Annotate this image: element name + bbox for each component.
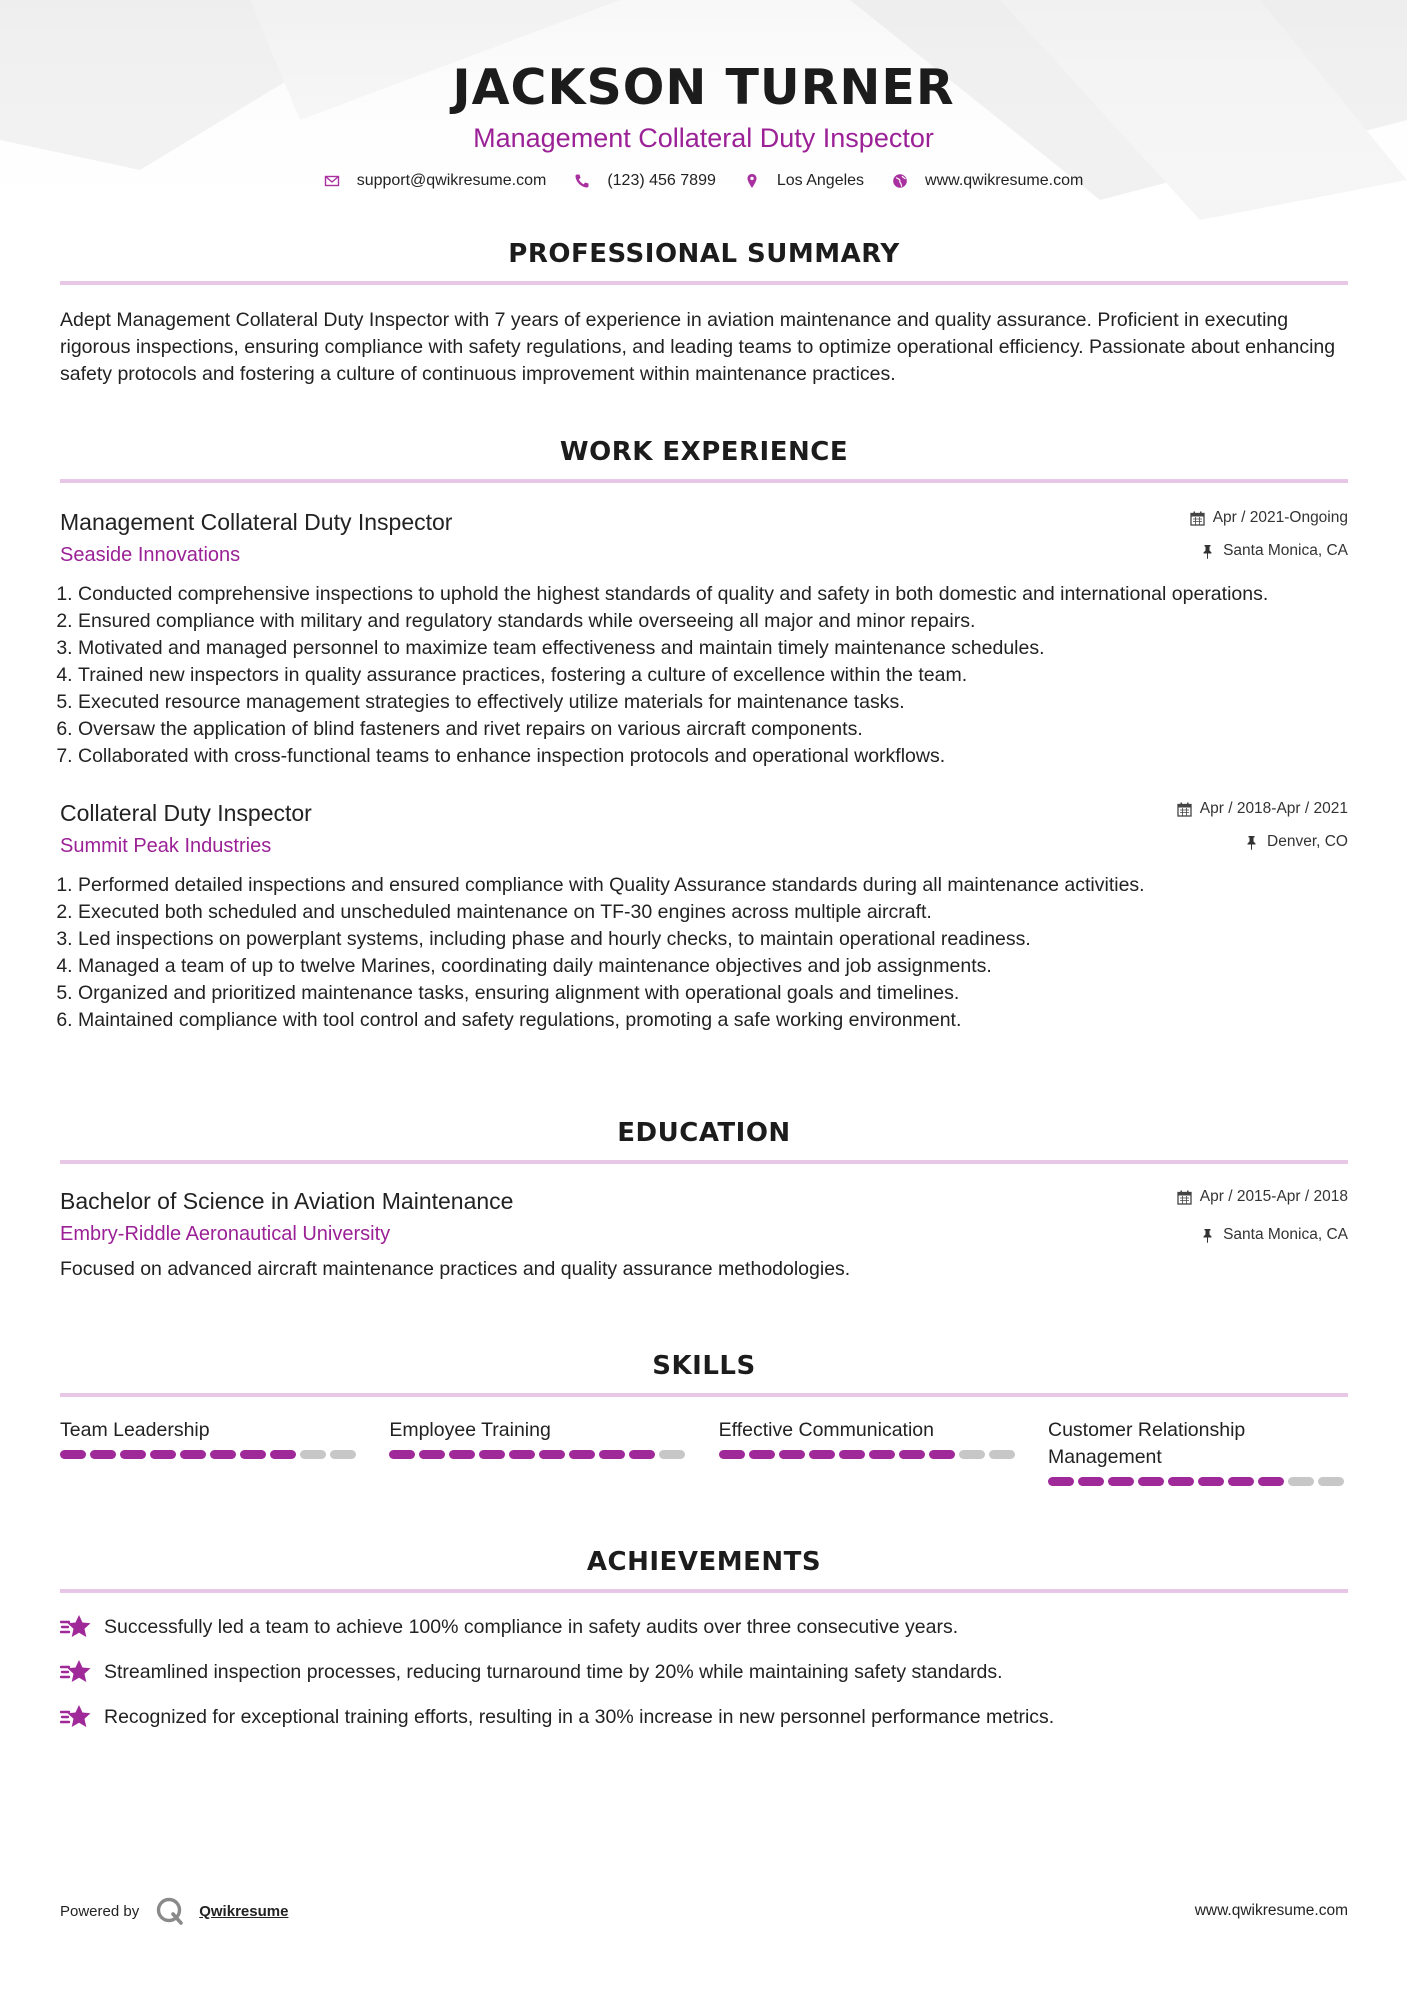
candidate-title: Management Collateral Duty Inspector [473, 123, 934, 153]
skill-dot-filled [569, 1450, 595, 1459]
footer-powered-by [60, 1896, 288, 1926]
skill-dot-empty [1318, 1477, 1344, 1486]
skill-dot-filled [1228, 1477, 1254, 1486]
skill-dot-filled [150, 1450, 176, 1459]
job-bullet: 7. Collaborated with cross-functional teams to enhance inspection protocols and operational workflows. [78, 743, 1348, 770]
candidate-name: JACKSON TURNER [452, 59, 955, 116]
job-meta [1177, 798, 1348, 853]
skill-dot-filled [90, 1450, 116, 1459]
achievement-item [60, 1658, 1348, 1686]
section-divider [60, 1589, 1348, 1593]
skills-heading: SKILLS [652, 1351, 756, 1381]
job-bullet: 5. Organized and prioritized maintenance tasks, ensuring alignment with operational goals and timelines. [78, 980, 1348, 1007]
pushpin-icon [1200, 544, 1215, 559]
education-dates [1177, 1186, 1348, 1208]
job-bullet: 3. Motivated and managed personnel to maximize team effectiveness and maintain timely maintenance schedules. [78, 635, 1348, 662]
job-location-text: Denver, CO [1267, 833, 1348, 850]
skill-item [719, 1417, 1019, 1486]
skill-dot-filled [1078, 1477, 1104, 1486]
skill-dot-filled [1138, 1477, 1164, 1486]
calendar-icon [1190, 511, 1205, 526]
section-divider [60, 1160, 1348, 1164]
contact-location-text: Los Angeles [776, 172, 865, 189]
job-bullets [60, 581, 1348, 770]
skill-rating [389, 1450, 689, 1459]
skill-dot-filled [599, 1450, 625, 1459]
summary-heading: PROFESSIONAL SUMMARY [508, 239, 900, 269]
section-divider [60, 479, 1348, 483]
education-meta [1177, 1186, 1348, 1246]
education-location [1177, 1224, 1348, 1246]
contact-website-text: www.qwikresume.com [925, 172, 1084, 189]
skill-name: Customer Relationship Management [1047, 1419, 1246, 1468]
job-bullet: 1. Conducted comprehensive inspections to uphold the highest standards of quality and safety in both domestic and international operations. [78, 581, 1348, 608]
footer-website-link[interactable]: www.qwikresume.com [1194, 1902, 1348, 1919]
job-location [1190, 540, 1348, 562]
skill-dot-filled [1198, 1477, 1224, 1486]
skill-dot-filled [419, 1450, 445, 1459]
achievement-item [60, 1703, 1348, 1731]
skill-dot-empty [659, 1450, 685, 1459]
summary-text: Adept Management Collateral Duty Inspector with 7 years of experience in aviation maintenance and quality assurance. Proficient in executing rigorous inspections, ensuring compliance with safety regulations, and leading teams to optimize operational efficiency. Passionate about enhancing safety protocols and fostering a culture of continuous improvement within maintenance practices. [60, 309, 1336, 385]
contact-phone-text: (123) 456 7899 [607, 172, 716, 189]
skill-dot-filled [839, 1450, 865, 1459]
degree-title: Bachelor of Science in Aviation Maintenance [60, 1188, 514, 1214]
job-bullet: 3. Led inspections on powerplant systems, including phase and hourly checks, to maintain operational readiness. [78, 926, 1348, 953]
education-heading: EDUCATION [617, 1118, 791, 1148]
achievement-text: Recognized for exceptional training efforts, resulting in a 30% increase in new personnel performance metrics. [104, 1705, 1055, 1728]
skill-dot-filled [479, 1450, 505, 1459]
education-entry [60, 1186, 1348, 1283]
education-location-text: Santa Monica, CA [1223, 1226, 1348, 1243]
job-bullet: 5. Executed resource management strategies to effectively utilize materials for maintenance tasks. [78, 689, 1348, 716]
qwikresume-logo-icon [155, 1896, 185, 1926]
contact-location [744, 172, 864, 190]
section-divider [60, 281, 1348, 285]
pushpin-icon [1244, 835, 1259, 850]
job-dates-text: Apr / 2018-Apr / 2021 [1199, 800, 1348, 817]
achievement-text: Successfully led a team to achieve 100% compliance in safety audits over three consecutive years. [104, 1615, 959, 1638]
powered-by-label: Powered by [60, 1902, 140, 1920]
achievements-heading: ACHIEVEMENTS [586, 1547, 822, 1577]
resume-header [0, 56, 1407, 190]
calendar-icon [1177, 1190, 1192, 1205]
section-divider [60, 1393, 1348, 1397]
achievements-section [60, 1545, 1348, 1748]
phone-icon [574, 173, 590, 189]
skills-list [60, 1417, 1348, 1486]
job-bullet: 6. Oversaw the application of blind fasteners and rivet repairs on various aircraft components. [78, 716, 1348, 743]
education-section [60, 1116, 1348, 1283]
job-bullets [60, 872, 1348, 1034]
star-icon [60, 1613, 92, 1641]
contact-phone[interactable] [574, 172, 716, 190]
skill-dot-filled [1168, 1477, 1194, 1486]
pushpin-icon [1200, 1228, 1215, 1243]
job-dates [1177, 798, 1348, 820]
skill-dot-filled [719, 1450, 745, 1459]
skill-name: Employee Training [389, 1419, 551, 1441]
skill-dot-empty [330, 1450, 356, 1459]
job-dates [1190, 507, 1348, 529]
envelope-icon [324, 173, 340, 189]
job-location-text: Santa Monica, CA [1223, 542, 1348, 559]
skills-section [60, 1349, 1348, 1486]
skill-dot-filled [120, 1450, 146, 1459]
experience-section [60, 435, 1348, 1034]
achievement-text: Streamlined inspection processes, reducing turnaround time by 20% while maintaining safety standards. [104, 1660, 1003, 1683]
achievements-list [60, 1613, 1348, 1731]
skill-dot-filled [509, 1450, 535, 1459]
school-name: Embry-Riddle Aeronautical University [60, 1223, 391, 1245]
page-footer [60, 1896, 1348, 1926]
skill-rating [60, 1450, 360, 1459]
skill-dot-filled [809, 1450, 835, 1459]
calendar-icon [1177, 802, 1192, 817]
skill-name: Effective Communication [718, 1419, 934, 1441]
job-dates-text: Apr / 2021-Ongoing [1212, 509, 1348, 526]
contact-website[interactable] [892, 172, 1083, 190]
skill-rating [719, 1450, 1019, 1459]
job-bullet: 2. Executed both scheduled and unscheduled maintenance on TF-30 engines across multiple aircraft. [78, 899, 1348, 926]
job-entry [60, 798, 1348, 1034]
skill-dot-filled [1048, 1477, 1074, 1486]
skill-dot-filled [449, 1450, 475, 1459]
skill-dot-empty [300, 1450, 326, 1459]
skill-dot-empty [1288, 1477, 1314, 1486]
footer-brand-link[interactable]: Qwikresume [199, 1902, 289, 1920]
skill-dot-filled [629, 1450, 655, 1459]
map-pin-icon [744, 173, 760, 189]
contact-email-text: support@qwikresume.com [356, 172, 547, 189]
summary-section [60, 237, 1348, 388]
skill-dot-empty [959, 1450, 985, 1459]
skill-dot-filled [60, 1450, 86, 1459]
skill-dot-filled [1258, 1477, 1284, 1486]
skill-dot-filled [389, 1450, 415, 1459]
skill-dot-filled [210, 1450, 236, 1459]
job-title: Collateral Duty Inspector [60, 800, 312, 826]
skill-dot-filled [749, 1450, 775, 1459]
job-entry [60, 507, 1348, 770]
skill-dot-filled [869, 1450, 895, 1459]
job-meta [1190, 507, 1348, 562]
globe-icon [892, 173, 908, 189]
achievement-item [60, 1613, 1348, 1641]
contact-email[interactable] [324, 172, 547, 190]
skill-dot-empty [989, 1450, 1015, 1459]
star-icon [60, 1703, 92, 1731]
skill-name: Team Leadership [60, 1419, 210, 1441]
education-description: Focused on advanced aircraft maintenance practices and quality assurance methodologies. [60, 1258, 851, 1280]
contact-bar [0, 172, 1407, 190]
skill-dot-filled [180, 1450, 206, 1459]
job-bullet: 4. Managed a team of up to twelve Marines, coordinating daily maintenance objectives and job assignments. [78, 953, 1348, 980]
job-title: Management Collateral Duty Inspector [60, 509, 453, 535]
skill-item [1048, 1417, 1348, 1486]
experience-heading: WORK EXPERIENCE [559, 437, 849, 467]
skill-dot-filled [899, 1450, 925, 1459]
skill-dot-filled [929, 1450, 955, 1459]
job-bullet: 6. Maintained compliance with tool control and safety regulations, promoting a safe working environment. [78, 1007, 1348, 1034]
job-location [1177, 831, 1348, 853]
education-dates-text: Apr / 2015-Apr / 2018 [1199, 1188, 1348, 1205]
skill-dot-filled [539, 1450, 565, 1459]
skill-item [389, 1417, 689, 1486]
skill-item [60, 1417, 360, 1486]
skill-dot-filled [270, 1450, 296, 1459]
job-bullet: 4. Trained new inspectors in quality assurance practices, fostering a culture of excellence within the team. [78, 662, 1348, 689]
skill-dot-filled [779, 1450, 805, 1459]
job-company: Seaside Innovations [60, 544, 241, 566]
job-bullet: 1. Performed detailed inspections and ensured compliance with Quality Assurance standards during all maintenance activities. [78, 872, 1348, 899]
job-bullet: 2. Ensured compliance with military and regulatory standards while overseeing all major and minor repairs. [78, 608, 1348, 635]
skill-rating [1048, 1477, 1348, 1486]
star-icon [60, 1658, 92, 1686]
skill-dot-filled [1108, 1477, 1134, 1486]
skill-dot-filled [240, 1450, 266, 1459]
job-company: Summit Peak Industries [60, 835, 272, 857]
